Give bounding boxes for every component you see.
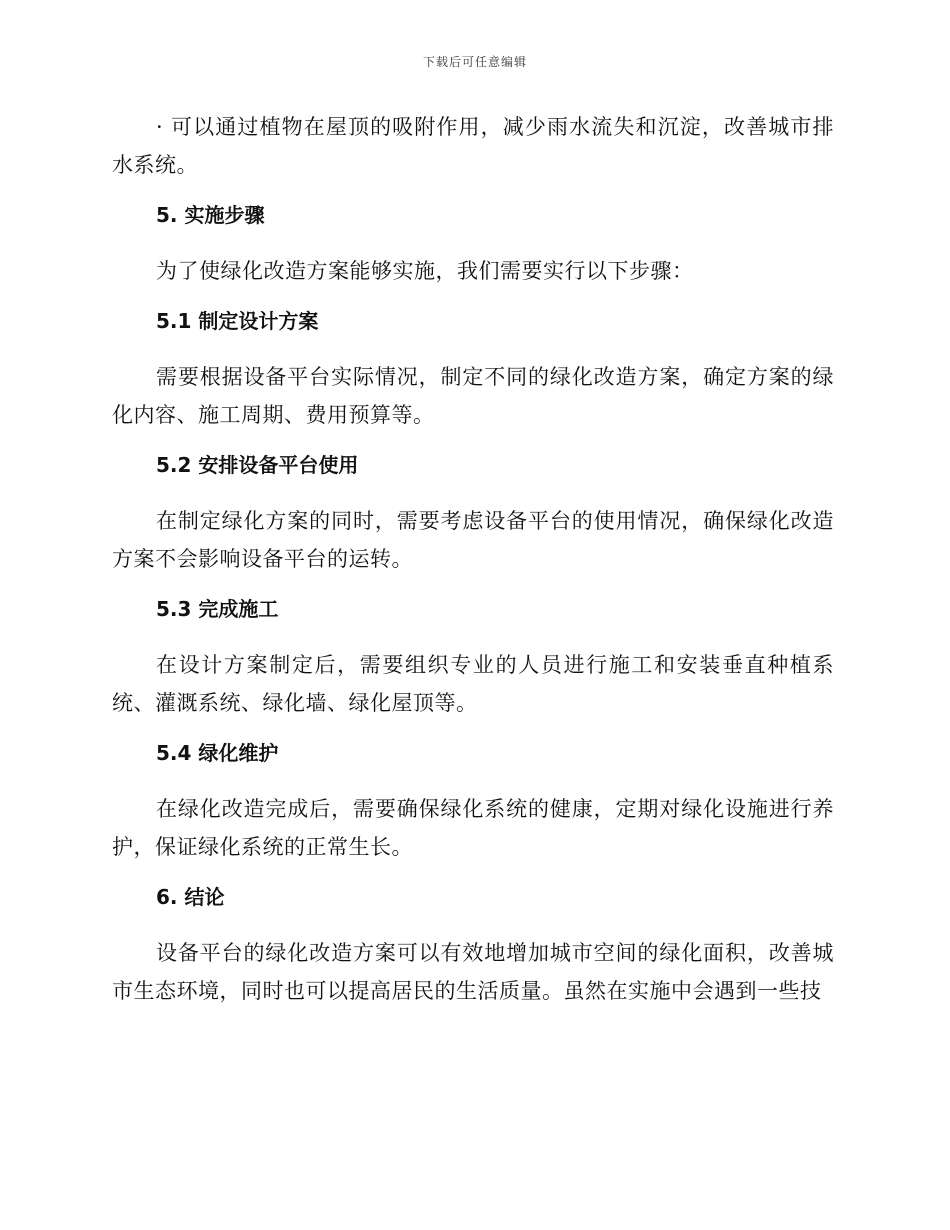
heading-5-implementation-steps: 5. 实施步骤 [156,203,265,227]
heading-6-conclusion: 6. 结论 [156,885,225,909]
paragraph-conclusion: 设备平台的绿化改造方案可以有效地增加城市空间的绿化面积，改善城市生态环境，同时也可以提高居民的生活质量。虽然在实施中会遇到一些技 [112,941,834,1003]
document-body [112,108,834,1026]
heading-5-1-design-plan: 5.1 制定设计方案 [156,309,319,333]
paragraph-design-plan: 需要根据设备平台实际情况，制定不同的绿化改造方案，确定方案的绿化内容、施工周期、费用预算等。 [112,365,834,427]
paragraph-steps-intro: 为了使绿化改造方案能够实施，我们需要实行以下步骤： [156,259,694,283]
paragraph-maintenance: 在绿化改造完成后，需要确保绿化系统的健康，定期对绿化设施进行养护，保证绿化系统的正常生长。 [112,797,834,859]
heading-5-2-platform-usage: 5.2 安排设备平台使用 [156,453,359,477]
paragraph-platform-usage: 在制定绿化方案的同时，需要考虑设备平台的使用情况，确保绿化改造方案不会影响设备平台的运转。 [112,509,834,571]
bullet-paragraph-drainage: · 可以通过植物在屋顶的吸附作用，减少雨水流失和沉淀，改善城市排水系统。 [112,115,834,177]
heading-5-4-maintenance: 5.4 绿化维护 [156,741,279,765]
heading-5-3-construction: 5.3 完成施工 [156,597,279,621]
paragraph-construction: 在设计方案制定后，需要组织专业的人员进行施工和安装垂直种植系统、灌溉系统、绿化墙、绿化屋顶等。 [112,653,834,715]
header-note: 下载后可任意编辑 [422,55,527,69]
